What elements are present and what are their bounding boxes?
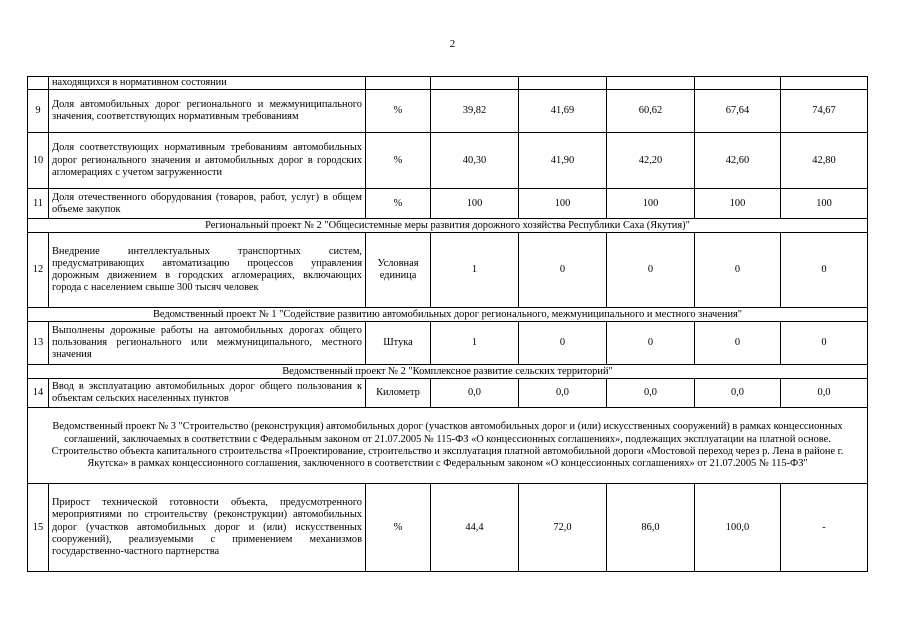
value-cell: 0,0 xyxy=(695,379,781,408)
value-cell: 60,62 xyxy=(607,90,695,133)
value-cell: 0,0 xyxy=(607,379,695,408)
unit-cell: Километр xyxy=(366,379,431,408)
row-number: 14 xyxy=(28,379,49,408)
table-row-15 xyxy=(28,484,868,572)
value-cell: 41,90 xyxy=(519,133,607,189)
indicators-table xyxy=(27,76,868,572)
value-cell: 0,0 xyxy=(519,379,607,408)
row-number: 15 xyxy=(28,484,49,572)
value-cell: 40,30 xyxy=(431,133,519,189)
section-title: Ведомственный проект № 2 "Комплексное развитие сельских территорий" xyxy=(28,365,868,379)
table-row-14 xyxy=(28,379,868,408)
value-cell: 0 xyxy=(607,233,695,308)
value-cell: 0 xyxy=(781,233,868,308)
unit-cell: Условная единица xyxy=(366,233,431,308)
indicator-description: Внедрение интеллектуальных транспортных систем, предусматривающих автоматизацию процессов управления дорожным движением в городских агломерациях, включающих города с населением свыше 300 тысяч человек xyxy=(49,233,366,308)
table-row-11 xyxy=(28,189,868,219)
value-cell: 44,4 xyxy=(431,484,519,572)
value-cell: 100,0 xyxy=(695,484,781,572)
value-cell: 42,20 xyxy=(607,133,695,189)
section-header-row xyxy=(28,408,868,484)
value-cell: 42,60 xyxy=(695,133,781,189)
row-number: 12 xyxy=(28,233,49,308)
indicator-description: Доля соответствующих нормативным требованиям автомобильных дорог регионального значения и автомобильных дорог в городских агломерациях с учетом загруженности xyxy=(49,133,366,189)
value-cell: 0 xyxy=(695,322,781,365)
value-cell: 41,69 xyxy=(519,90,607,133)
value-cell: - xyxy=(781,484,868,572)
table-row-10 xyxy=(28,133,868,189)
row-number: 9 xyxy=(28,90,49,133)
value-cell: 0 xyxy=(695,233,781,308)
value-cell: 100 xyxy=(431,189,519,219)
page-number: 2 xyxy=(449,38,456,50)
section-header-row xyxy=(28,308,868,322)
value-cell: 1 xyxy=(431,322,519,365)
row-number: 10 xyxy=(28,133,49,189)
indicator-description: Выполнены дорожные работы на автомобильных дорогах общего пользования регионального или межмуниципального, местного значения xyxy=(49,322,366,365)
table-row-13 xyxy=(28,322,868,365)
indicator-description: Доля автомобильных дорог регионального и межмуниципального значения, соответствующих нормативным требованиям xyxy=(49,90,366,133)
value-cell: 0,0 xyxy=(781,379,868,408)
value-cell: 100 xyxy=(519,189,607,219)
value-cell: 100 xyxy=(607,189,695,219)
value-cell: 100 xyxy=(695,189,781,219)
table-row-9 xyxy=(28,90,868,133)
unit-cell: % xyxy=(366,484,431,572)
value-cell: 0,0 xyxy=(431,379,519,408)
value-cell: 100 xyxy=(781,189,868,219)
indicator-description: Доля отечественного оборудования (товаров, работ, услуг) в общем объеме закупок xyxy=(49,189,366,219)
row-number: 13 xyxy=(28,322,49,365)
value-cell: 42,80 xyxy=(781,133,868,189)
indicator-description: Ввод в эксплуатацию автомобильных дорог общего пользования к объектам сельских населенных пунктов xyxy=(49,379,366,408)
value-cell: 67,64 xyxy=(695,90,781,133)
value-cell: 0 xyxy=(781,322,868,365)
value-cell: 86,0 xyxy=(607,484,695,572)
section-title: Ведомственный проект № 1 "Содействие развитию автомобильных дорог регионального, межмуниципального и местного значения" xyxy=(28,308,868,322)
section-header-row xyxy=(28,219,868,233)
value-cell: 0 xyxy=(519,233,607,308)
unit-cell: % xyxy=(366,90,431,133)
section-title: Региональный проект № 2 "Общесистемные меры развития дорожного хозяйства Республики Саха (Якутия)" xyxy=(28,219,868,233)
value-cell: 0 xyxy=(607,322,695,365)
value-cell: 74,67 xyxy=(781,90,868,133)
value-cell: 72,0 xyxy=(519,484,607,572)
table-row-12 xyxy=(28,233,868,308)
section-header-row xyxy=(28,365,868,379)
indicator-description: Прирост технической готовности объекта, предусмотренного мероприятиями по строительству (реконструкции) автомобильных дорог (участков автомобильных дорог и (или) искусственных сооружений), реализуемыми с применением механизмов государственно-частного партнерства xyxy=(49,484,366,572)
value-cell: 39,82 xyxy=(431,90,519,133)
indicator-description: находящихся в нормативном состоянии xyxy=(49,77,366,90)
value-cell: 0 xyxy=(519,322,607,365)
row-number: 11 xyxy=(28,189,49,219)
unit-cell: % xyxy=(366,133,431,189)
table-row-continuation xyxy=(28,77,868,90)
value-cell: 1 xyxy=(431,233,519,308)
unit-cell: Штука xyxy=(366,322,431,365)
section-title: Ведомственный проект № 3 "Строительство (реконструкция) автомобильных дорог (участков автомобильных дорог и (или) искусственных сооружений) в рамках концессионных соглашений, заключаемых в соответствии с Федеральным законом от 21.07.2005 № 115-ФЗ «О концессионных соглашениях», подлежащих эксплуатации на платной основе. Строительство объекта капитального строительства «Проектирование, строительство и эксплуатация платной автомобильной дороги «Мостовой переход через р. Лена в районе г. Якутска» в рамках концессионного соглашения, заключенного в соответствии с Федеральным законом «О концессионных соглашениях» от 21.07.2005 № 115-ФЗ" xyxy=(28,408,868,484)
unit-cell: % xyxy=(366,189,431,219)
